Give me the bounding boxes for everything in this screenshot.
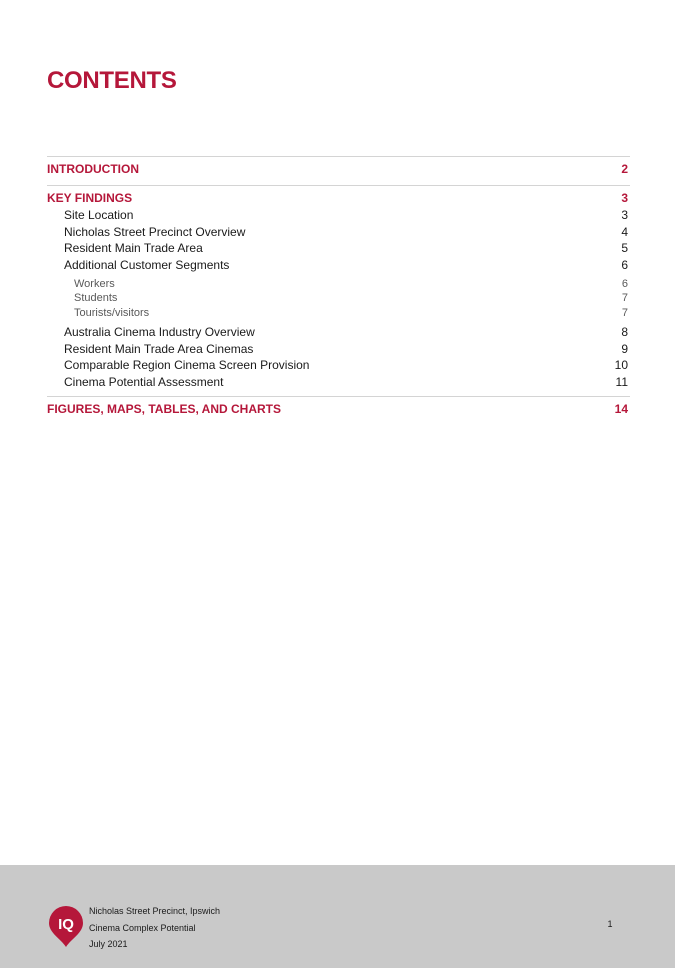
- iq-logo: [48, 906, 84, 948]
- toc-entry-figures[interactable]: [47, 402, 628, 416]
- toc-label: Resident Main Trade Area Cinemas: [64, 342, 254, 356]
- toc-label: Australia Cinema Industry Overview: [64, 325, 255, 339]
- toc-label: Workers: [74, 278, 115, 290]
- toc-page-number: 4: [621, 225, 628, 239]
- toc-label: Resident Main Trade Area: [64, 241, 203, 255]
- toc-label: Tourists/visitors: [74, 307, 150, 319]
- toc-page-number: 8: [621, 325, 628, 339]
- toc-label: INTRODUCTION: [47, 162, 139, 176]
- footer-project-name: Nicholas Street Precinct, Ipswich: [89, 906, 221, 916]
- toc-label: Site Location: [64, 208, 134, 222]
- toc-page-number: 2: [621, 162, 628, 176]
- footer-date: July 2021: [89, 939, 128, 949]
- toc-page-number: 3: [621, 208, 628, 222]
- toc-page-number: 7: [621, 307, 628, 319]
- toc-page-number: 14: [614, 402, 628, 416]
- toc-entry-precinct-overview[interactable]: [47, 225, 628, 239]
- toc-label: KEY FINDINGS: [47, 191, 133, 205]
- toc-entry-key-findings[interactable]: [47, 191, 628, 205]
- toc-entry-trade-area-cinemas[interactable]: [47, 342, 628, 356]
- toc-page-number: 11: [615, 375, 628, 389]
- toc-entry-potential-assessment[interactable]: [47, 375, 628, 389]
- toc-label: Nicholas Street Precinct Overview: [64, 225, 246, 239]
- toc-page-number: 3: [621, 191, 628, 205]
- toc-entry-students[interactable]: [47, 292, 628, 304]
- logo-text: IQ: [58, 916, 74, 933]
- page-footer: [0, 865, 675, 968]
- toc-label: FIGURES, MAPS, TABLES, AND CHARTS: [47, 402, 282, 416]
- footer-report-title: Cinema Complex Potential: [89, 922, 196, 933]
- divider: [47, 156, 630, 157]
- footer-page-number: 1: [607, 919, 613, 929]
- toc-page-number: 10: [614, 358, 628, 372]
- page-title: CONTENTS: [47, 67, 177, 94]
- divider: [47, 396, 630, 397]
- toc-entry-tourists[interactable]: [47, 307, 628, 319]
- toc-page-number: 9: [621, 342, 628, 356]
- divider: [47, 185, 630, 186]
- toc-label: Comparable Region Cinema Screen Provision: [64, 358, 310, 372]
- toc-entry-screen-provision[interactable]: [47, 358, 628, 372]
- footer-info: [89, 903, 220, 953]
- toc-entry-site-location[interactable]: [47, 208, 628, 222]
- toc-label: Additional Customer Segments: [64, 258, 230, 272]
- toc-entry-workers[interactable]: [47, 278, 628, 290]
- toc-label: Cinema Potential Assessment: [64, 375, 224, 389]
- toc-entry-trade-area[interactable]: [47, 241, 628, 255]
- toc-page-number: 7: [621, 292, 628, 304]
- toc-page-number: 6: [621, 278, 628, 290]
- toc-page-number: 5: [621, 241, 628, 255]
- toc-entry-industry-overview[interactable]: [47, 325, 628, 339]
- toc-label: Students: [74, 292, 118, 304]
- toc-page-number: 6: [621, 258, 628, 272]
- toc-entry-customer-segments[interactable]: [47, 258, 628, 272]
- toc-entry-introduction[interactable]: [47, 162, 628, 176]
